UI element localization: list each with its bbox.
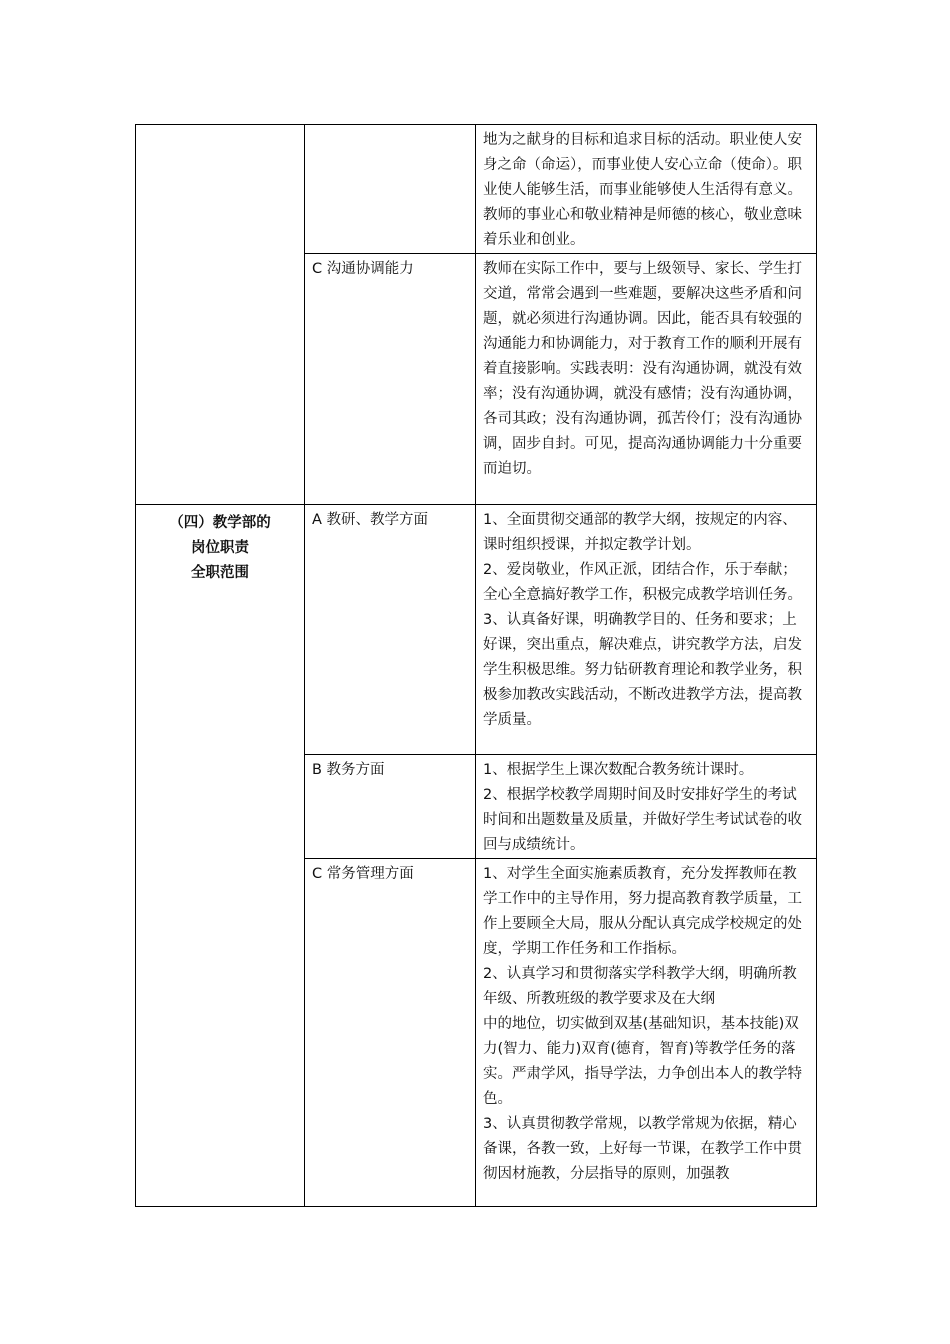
content-paragraph: 3、认真贯彻教学常规，以教学常规为依据，精心备课，各教一致，上好每一节课，在教学工作中贯彻因材施教，分层指导的原则，加强教 <box>483 1116 802 1182</box>
content-paragraph: 3、认真备好课，明确教学目的、任务和要求；上好课，突出重点，解决难点，讲究教学方法，启发学生积极思维。努力钻研教育理论和教学业务，积极参加教改实践活动，不断改进教学方法，提高教学质量。 <box>483 612 802 728</box>
section-title-line: （四）教学部的 <box>169 515 271 531</box>
content-cell <box>476 254 817 505</box>
table-row <box>136 125 817 254</box>
content-paragraph: 2、根据学校教学周期时间及时安排好学生的考试时间和出题数量及质量，并做好学生考试试卷的收回与成绩统计。 <box>483 787 802 853</box>
aspect-cell: B 教务方面 <box>305 755 476 859</box>
content-cell <box>476 859 817 1207</box>
content-cell <box>476 125 817 254</box>
content-paragraph: 2、认真学习和贯彻落实学科教学大纲，明确所教年级、所教班级的教学要求及在大纲 中的地位，切实做到双基(基础知识，基本技能)双力(智力、能力)双育(德育，智育)等教学任务的落实。严肃学风，指导学法，力争创出本人的教学特色。 <box>483 966 802 1107</box>
table-row <box>136 505 817 755</box>
aspect-cell: C 常务管理方面 <box>305 859 476 1207</box>
section-title-cell <box>136 505 305 1207</box>
content-paragraph: 地为之献身的目标和追求目标的活动。职业使人安身之命（命运），而事业使人安心立命（使命）。职业使人能够生活，而事业能够使人生活得有意义。教师的事业心和敬业精神是师德的核心，敬业意味着乐业和创业。 <box>483 132 802 248</box>
content-cell <box>476 505 817 755</box>
duty-table <box>135 124 817 1207</box>
aspect-cell: A 教研、教学方面 <box>305 505 476 755</box>
content-cell <box>476 755 817 859</box>
content-paragraph: 2、爱岗敬业，作风正派，团结合作，乐于奉献；全心全意搞好教学工作，积极完成教学培训任务。 <box>483 562 802 603</box>
section-cell <box>136 125 305 505</box>
content-paragraph: 1、全面贯彻交通部的教学大纲，按规定的内容、课时组织授课，并拟定教学计划。 <box>483 512 797 553</box>
content-paragraph: 1、对学生全面实施素质教育，充分发挥教师在教学工作中的主导作用，努力提高教育教学质量，工作上要顾全大局，服从分配认真完成学校规定的处度，学期工作任务和工作指标。 <box>483 866 802 957</box>
content-paragraph: 教师在实际工作中，要与上级领导、家长、学生打交道，常常会遇到一些难题，要解决这些矛盾和问题，就必须进行沟通协调。因此，能否具有较强的沟通能力和协调能力，对于教育工作的顺利开展有着直接影响。实践表明：没有沟通协调，就没有效率；没有沟通协调，就没有感情；没有沟通协调，各司其政；没有沟通协调，孤苦伶仃；没有沟通协调，固步自封。可见，提高沟通协调能力十分重要而迫切。 <box>483 261 802 477</box>
section-title-line: 全职范围 <box>191 565 249 581</box>
content-paragraph: 1、根据学生上课次数配合教务统计课时。 <box>483 762 754 778</box>
aspect-cell <box>305 125 476 254</box>
section-title-line: 岗位职责 <box>191 540 249 556</box>
aspect-cell: C 沟通协调能力 <box>305 254 476 505</box>
